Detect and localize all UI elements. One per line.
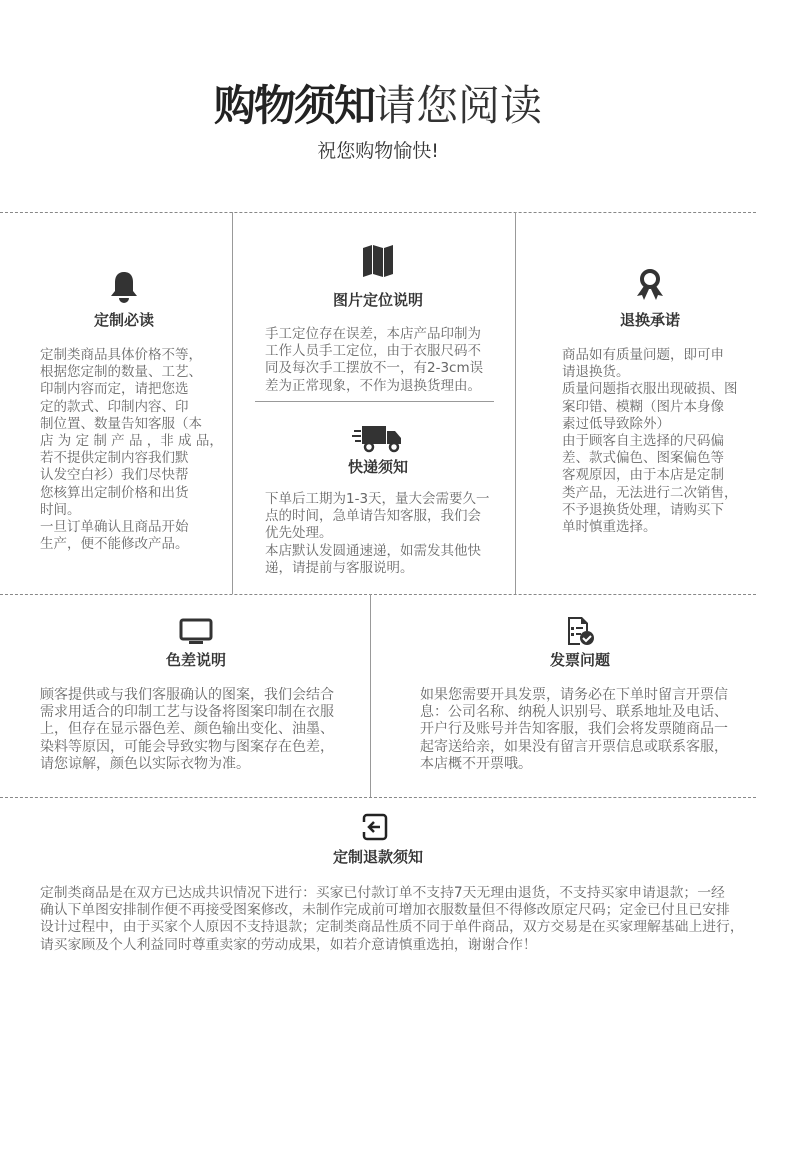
section-text-position [265,326,483,395]
text-line: 点的时间，急单请告知客服，我们会 [265,508,481,525]
text-line: 差为正常现象，不作为退换货理由。 [265,377,481,394]
text-line: 请您谅解，颜色以实际衣物为准。 [40,755,250,772]
page-subtitle: 祝您购物愉快! [317,140,439,162]
text-line: 工作人员手工定位，由于衣服尺码不 [265,343,481,360]
section-title-refund: 定制退款须知 [332,848,423,866]
divider [0,797,756,798]
text-line: 确认下单图安排制作便不再接受图案修改，未制作完成前可增加衣服数量但不得修改原定尺码；定金已付且已安排 [40,902,730,919]
text-line: 一旦订单确认且商品开始 [40,519,189,536]
section-text-color [40,687,334,773]
bell-icon [108,270,140,304]
text-line: 定制类商品是在双方已达成共识情况下进行：买家已付款订单不支持7天无理由退货，不支持买家申请退款；一经 [40,885,725,901]
text-line: 案印错、模糊（图片本身像 [562,398,724,415]
text-line: 商品如有质量问题，即可申 [562,347,724,363]
section-text-custom [40,347,223,553]
text-line: 单时慎重选择。 [562,519,657,536]
map-icon [362,244,394,278]
truck-icon [352,424,404,454]
monitor-icon [179,618,213,646]
text-line: 如果您需要开具发票，请务必在下单时留言开票信 [420,687,728,703]
text-line: 请买家顾及个人利益同时尊重卖家的劳动成果，如若介意请慎重选拍，谢谢合作！ [40,936,537,953]
text-line: 同及每次手工摆放不一，有2-3cm误 [265,360,484,377]
text-line: 优先处理。 [265,525,333,542]
text-line: 若不提供定制内容我们默 [40,450,189,467]
section-text-returns [562,347,738,536]
section-title-position: 图片定位说明 [332,291,423,309]
text-line: 起寄送给亲，如果没有留言开票信息或联系客服， [420,738,728,755]
section-title-color: 色差说明 [165,651,226,669]
section-text-shipping [265,491,490,577]
text-line: 您核算出定制价格和出货 [40,484,189,501]
text-line: 类产品，无法进行二次销售， [562,484,738,501]
text-line: 染料等原因，可能会导致实物与图案存在色差， [40,738,334,755]
section-title-custom: 定制必读 [93,311,154,329]
divider [232,212,233,594]
section-text-invoice [420,687,728,773]
text-line: 由于顾客自主选择的尺码偏 [562,433,724,450]
text-line: 顾客提供或与我们客服确认的图案，我们会结合 [40,687,334,703]
section-title-shipping: 快递须知 [347,458,408,476]
text-line: 生产，便不能修改产品。 [40,536,189,553]
award-ribbon-icon [634,268,666,302]
text-line: 本店默认发圆通速递，如需发其他快 [265,542,481,559]
text-line: 请退换货。 [562,364,630,381]
text-line: 店 为 定 制 产 品 ，非 成 品， [40,433,223,450]
text-line: 根据您定制的数量、工艺、 [40,364,202,381]
divider [515,212,516,594]
text-line: 定制类商品具体价格不等， [40,347,202,363]
text-line: 认发空白衫）我们尽快帮 [40,467,189,484]
divider [0,212,756,213]
section-text-refund [40,885,744,954]
text-line: 质量问题指衣服出现破损、图 [562,381,738,398]
text-line: 开户行及账号并告知客服，我们会将发票随商品一 [420,721,728,738]
divider [255,401,494,402]
invoice-check-icon [566,615,596,647]
text-line: 递，请提前与客服说明。 [265,559,414,576]
text-line: 印制内容而定，请把您选 [40,381,189,398]
text-line: 差、款式偏色、图案偏色等 [562,450,724,467]
section-title-invoice: 发票问题 [549,651,610,669]
text-line: 客观原因，由于本店是定制 [562,467,724,484]
text-line: 定的款式、印制内容、印 [40,398,189,415]
text-line: 制位置、数量告知客服（本 [40,415,202,432]
text-line: 下单后工期为1-3天，量大会需要久一 [265,491,490,507]
divider [0,594,756,595]
text-line: 手工定位存在误差，本店产品印制为 [265,326,481,342]
section-title-returns: 退换承诺 [619,311,680,329]
text-line: 上，但存在显示器色差、颜色输出变化、油墨、 [40,721,334,738]
text-line: 本店概不开票哦。 [420,755,532,772]
page-title: 购物须知请您阅读 [213,81,543,130]
text-line: 时间。 [40,501,81,518]
text-line: 素过低导致除外） [562,415,670,432]
text-line: 设计过程中，由于买家个人原因不支持退款；定制类商品性质不同于单件商品，双方交易是在买家理解基础上进行， [40,919,744,936]
text-line: 息：公司名称、纳税人识别号、联系地址及电话、 [420,704,728,721]
text-line: 不予退换货处理，请购买下 [562,501,724,518]
text-line: 需求用适合的印制工艺与设备将图案印制在衣服 [40,704,334,721]
divider [370,594,371,797]
return-arrow-icon [360,812,390,842]
